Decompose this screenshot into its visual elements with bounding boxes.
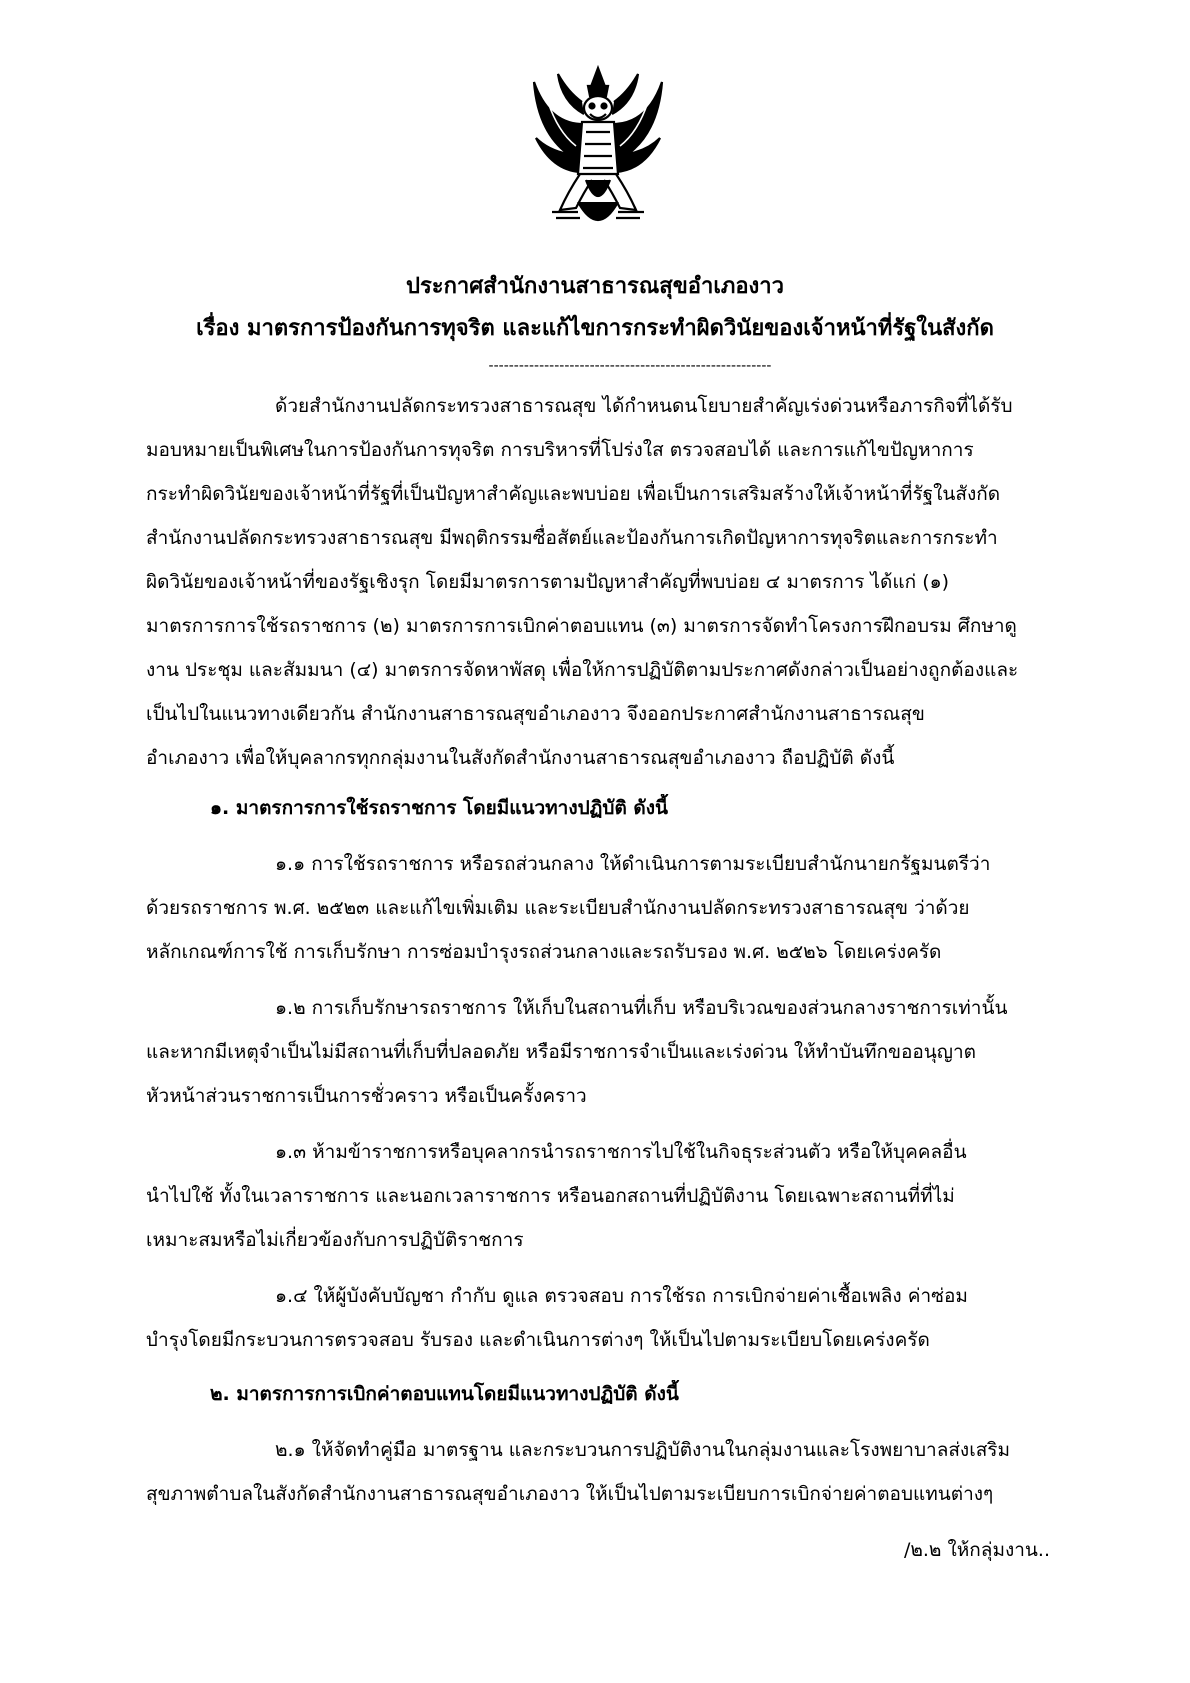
intro-line: ผิดวินัยของเจ้าหน้าที่ของรัฐเชิงรุก โดยมีมาตรการตามปัญหาสำคัญที่พบบ่อย ๔ มาตรการ ได้แก่ (๑) [146,571,950,593]
intro-line: สำนักงานปลัดกระทรวงสาธารณสุข มีพฤติกรรมซื่อสัตย์และป้องกันการเกิดปัญหาการทุจริตและการกระทำ [146,527,998,549]
next-page-marker: /๒.๒ ให้กลุ่มงาน.. [903,1539,1050,1561]
intro-line: ด้วยสำนักงานปลัดกระทรวงสาธารณสุข ได้กำหนดนโยบายสำคัญเร่งด่วนหรือภารกิจที่ได้รับ [275,395,1013,417]
clause-line: ๑.๓ ห้ามข้าราชการหรือบุคลากรนำรถราชการไปใช้ในกิจธุระส่วนตัว หรือให้บุคคลอื่น [275,1141,967,1163]
intro-line: มาตรการการใช้รถราชการ (๒) มาตรการการเบิกค่าตอบแทน (๓) มาตรการจัดทำโครงการฝึกอบรม ศึกษาดู [146,615,1017,637]
clause-line: บำรุงโดยมีกระบวนการตรวจสอบ รับรอง และดำเนินการต่างๆ ให้เป็นไปตามระเบียบโดยเคร่งครัด [146,1329,930,1351]
clause-line: หัวหน้าส่วนราชการเป็นการชั่วคราว หรือเป็นครั้งคราว [146,1085,587,1107]
clause-line: นำไปใช้ ทั้งในเวลาราชการ และนอกเวลาราชการ หรือนอกสถานที่ปฏิบัติงาน โดยเฉพาะสถานที่ที่ไม่ [146,1185,955,1207]
intro-line: กระทำผิดวินัยของเจ้าหน้าที่รัฐที่เป็นปัญหาสำคัญและพบบ่อย เพื่อเป็นการเสริมสร้างให้เจ้าหน้าที่รัฐในสังกัด [146,483,1001,505]
clause-line: และหากมีเหตุจำเป็นไม่มีสถานที่เก็บที่ปลอดภัย หรือมีราชการจำเป็นและเร่งด่วน ให้ทำบันทึกขออนุญาต [146,1041,976,1063]
intro-line: งาน ประชุม และสัมมนา (๔) มาตรการจัดหาพัสดุ เพื่อให้การปฏิบัติตามประกาศดังกล่าวเป็นอย่างถูกต้องและ [146,659,1019,681]
clause-line: ๒.๑ ให้จัดทำคู่มือ มาตรฐาน และกระบวนการปฏิบัติงานในกลุ่มงานและโรงพยาบาลส่งเสริม [275,1439,1011,1461]
intro-line: อำเภองาว เพื่อให้บุคลากรทุกกลุ่มงานในสังกัดสำนักงานสาธารณสุขอำเภองาว ถือปฏิบัติ ดังนี้ [146,747,895,769]
section-heading: ๒. มาตรการการเบิกค่าตอบแทนโดยมีแนวทางปฏิบัติ ดังนี้ [210,1383,679,1405]
intro-line: มอบหมายเป็นพิเศษในการป้องกันการทุจริต การบริหารที่โปร่งใส ตรวจสอบได้ และการแก้ไขปัญหาการ [146,439,974,461]
clause-line: หลักเกณฑ์การใช้ การเก็บรักษา การซ่อมบำรุงรถส่วนกลางและรถรับรอง พ.ศ. ๒๕๒๖ โดยเคร่งครัด [146,941,942,963]
clause-line: ๑.๒ การเก็บรักษารถราชการ ให้เก็บในสถานที่เก็บ หรือบริเวณของส่วนกลางราชการเท่านั้น [275,997,1008,1019]
intro-line: เป็นไปในแนวทางเดียวกัน สำนักงานสาธารณสุขอำเภองาว จึงออกประกาศสำนักงานสาธารณสุข [146,703,925,725]
announcement-subject: เรื่อง มาตรการป้องกันการทุจริต และแก้ไขการกระทำผิดวินัยของเจ้าหน้าที่รัฐในสังกัด [196,316,994,341]
title-separator: -------------------------------------------------------- [488,358,772,374]
garuda-emblem-icon [528,62,668,236]
announcement-title: ประกาศสำนักงานสาธารณสุขอำเภองาว [405,274,785,299]
clause-line: ๑.๑ การใช้รถราชการ หรือรถส่วนกลาง ให้ดำเนินการตามระเบียบสำนักนายกรัฐมนตรีว่า [275,853,991,875]
clause-line: สุขภาพตำบลในสังกัดสำนักงานสาธารณสุขอำเภองาว ให้เป็นไปตามระเบียบการเบิกจ่ายค่าตอบแทนต่างๆ [146,1483,994,1505]
clause-line: ๑.๔ ให้ผู้บังคับบัญชา กำกับ ดูแล ตรวจสอบ การใช้รถ การเบิกจ่ายค่าเชื้อเพลิง ค่าซ่อม [275,1285,968,1307]
clause-line: เหมาะสมหรือไม่เกี่ยวข้องกับการปฏิบัติราชการ [146,1229,524,1251]
section-heading: ๑. มาตรการการใช้รถราชการ โดยมีแนวทางปฏิบัติ ดังนี้ [210,797,669,819]
clause-line: ด้วยรถราชการ พ.ศ. ๒๕๒๓ และแก้ไขเพิ่มเติม และระเบียบสำนักงานปลัดกระทรวงสาธารณสุข ว่าด้วย [146,897,970,919]
